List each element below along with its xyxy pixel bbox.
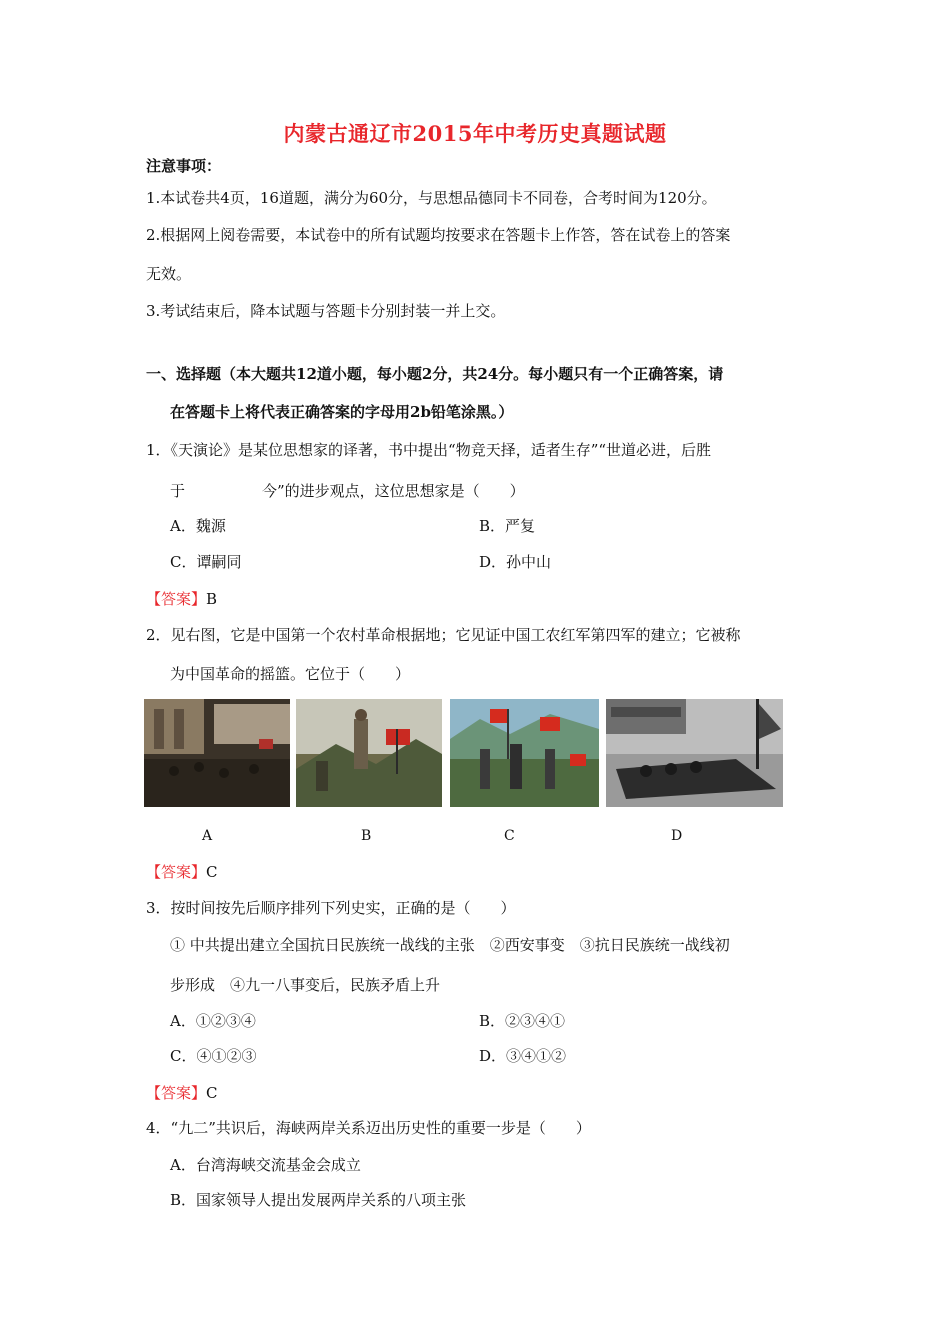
answer-label: 【答案】: [146, 1084, 207, 1102]
question-2-answer: [146, 862, 218, 882]
section1-heading-cont: 在答题卡上将代表正确答案的字母用2b铅笔涂黑。）: [170, 403, 514, 421]
question-3-answer: [146, 1083, 218, 1103]
notice-heading: 注意事项：: [146, 157, 222, 175]
question-3-stem: 3．按时间按先后顺序排列下列史实，正确的是（ ）: [146, 899, 516, 917]
question-3-option-c: C．④①②③: [170, 1047, 257, 1065]
question-1-option-a: A．魏源: [170, 517, 226, 535]
option-c-image: [450, 699, 599, 807]
question-3-option-b: B．②③④①: [479, 1012, 566, 1030]
answer-label: 【答案】: [146, 863, 207, 881]
question-1-stem-b: 今”的进步观点，这位思想家是（ ）: [262, 482, 525, 500]
question-4-stem: 4．“九二”共识后，海峡两岸关系迈出历史性的重要一步是（ ）: [146, 1119, 591, 1137]
notice-item-3: 3.考试结束后，降本试题与答题卡分别封装一并上交。: [146, 302, 506, 320]
page-title: 内蒙古通辽市2015年中考历史真题试题: [283, 121, 667, 146]
question-1-stem-a: 于: [170, 482, 186, 500]
option-a-image: [144, 699, 290, 807]
question-1-option-b: B．严复: [479, 517, 536, 535]
notice-item-2: 2.根据网上阅卷需要，本试卷中的所有试题均按要求在答题卡上作答，答在试卷上的答案: [146, 226, 731, 244]
answer-value: C: [206, 1084, 218, 1102]
option-c-label: C: [504, 828, 515, 844]
option-b-label: B: [361, 828, 372, 844]
question-2-stem: 2．见右图，它是中国第一个农村革命根据地；它见证中国工农红军第四军的建立；它被称: [146, 626, 741, 644]
question-4-option-b: B．国家领导人提出发展两岸关系的八项主张: [170, 1191, 467, 1209]
section1-heading: 一、选择题（本大题共12道小题，每小题2分，共24分。每小题只有一个正确答案，请: [146, 365, 724, 383]
answer-value: C: [206, 863, 218, 881]
question-1-answer: [146, 589, 217, 609]
question-3-option-a: A．①②③④: [170, 1012, 256, 1030]
question-3-stem-cont: ① 中共提出建立全国抗日民族统一战线的主张 ②西安事变 ③抗日民族统一战线初: [170, 936, 730, 954]
question-1-stem: 1．《天演论》是某位思想家的译著，书中提出“物竞天择，适者生存”“世道必进，后胜: [146, 441, 712, 459]
answer-value: B: [206, 590, 218, 608]
question-3-stem-cont2: 步形成 ④九一八事变后，民族矛盾上升: [170, 976, 441, 994]
option-d-image: [606, 699, 783, 807]
question-1-option-c: C．谭嗣同: [170, 553, 242, 571]
question-1-option-d: D．孙中山: [479, 553, 552, 571]
question-3-option-d: D．③④①②: [479, 1047, 567, 1065]
question-4-option-a: A．台湾海峡交流基金会成立: [170, 1156, 361, 1174]
answer-label: 【答案】: [146, 590, 207, 608]
notice-item-1: 1.本试卷共4页，16道题，满分为60分，与思想品德同卡不同卷，合考时间为120分。: [146, 189, 717, 207]
notice-item-2-cont: 无效。: [146, 265, 192, 283]
option-b-image: [296, 699, 442, 807]
question-2-stem-cont: 为中国革命的摇篮。它位于（ ）: [170, 665, 411, 683]
option-d-label: D: [671, 828, 683, 844]
option-a-label: A: [202, 828, 213, 844]
